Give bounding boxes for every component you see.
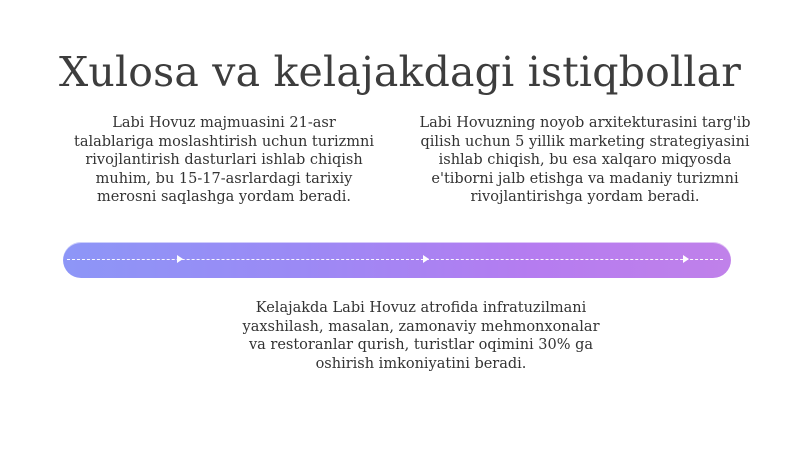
text-block-3: Kelajakda Labi Hovuz atrofida infratuzilmani yaxshilash, masalan, zamonaviy mehmonxonalar va restoranlar qurish, turistlar oqimini 30% ga oshirish imkoniyatini beradi. bbox=[242, 300, 600, 372]
timeline-dashed-line bbox=[67, 259, 723, 260]
text-block-2: Labi Hovuzning noyob arxitekturasini targ'ib qilish uchun 5 yillik marketing strategiyasini ishlab chiqish, bu esa xalqaro miqyosda e'tiborni jalb etishga va madaniy turizmni rivojlantirishga yordam beradi. bbox=[419, 115, 751, 205]
timeline-bar bbox=[63, 242, 731, 278]
page-title: Xulosa va kelajakdagi istiqbollar bbox=[58, 48, 742, 97]
arrow-right-icon bbox=[177, 255, 183, 263]
arrow-right-icon bbox=[423, 255, 429, 263]
arrow-right-icon bbox=[683, 255, 689, 263]
text-block-1: Labi Hovuz majmuasini 21-asr talablariga moslashtirish uchun turizmni rivojlantirish dasturlari ishlab chiqish muhim, bu 15-17-asrlardagi tarixiy merosni saqlashga yordam beradi. bbox=[74, 115, 375, 205]
